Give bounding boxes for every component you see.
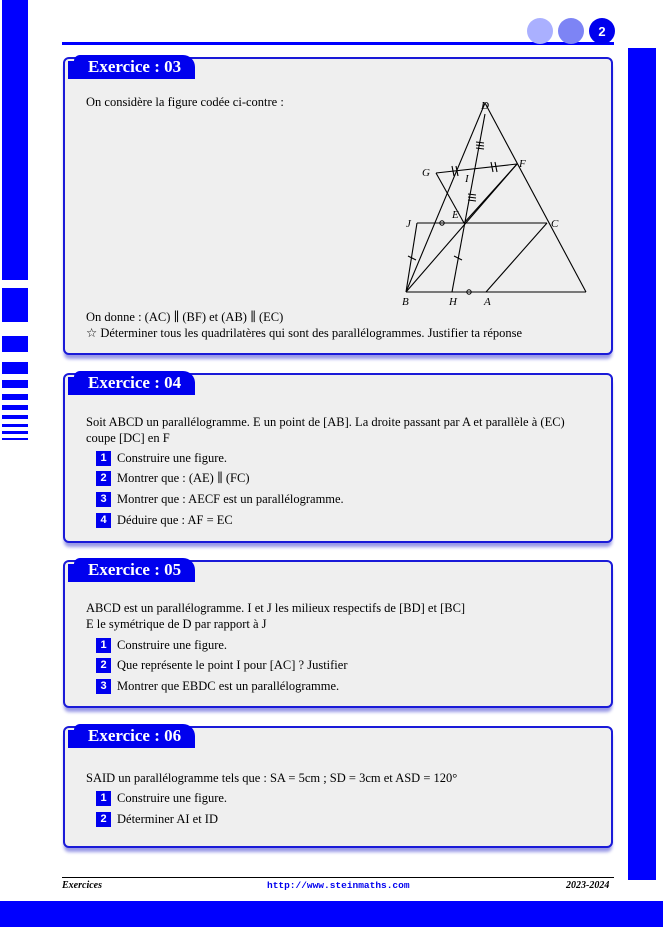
exercise-03-given: On donne : (AC) ∥ (BF) et (AB) ∥ (EC) [86,310,284,324]
label-I: I [465,173,469,185]
segment-GE [436,173,464,223]
exercise-03-intro: On considère la figure codée ci-contre : [86,95,284,109]
left-sidebar-block [2,288,28,322]
exercise-06-item [96,790,227,806]
left-sidebar-block [2,438,28,440]
item-text: Construire une figure. [117,791,228,805]
footer-link[interactable]: http://www.steinmaths.com [267,880,410,891]
exercise-04-item [96,450,227,466]
item-number: 4 [96,513,111,528]
exercise-04-item [96,512,233,528]
item-number: 3 [96,492,111,507]
segment-DH [452,114,485,292]
item-text: Construire une figure. [117,638,228,652]
exercise-04-item [96,470,249,486]
item-number: 1 [96,791,111,806]
exercise-05-item [96,657,347,673]
left-sidebar-block [2,380,28,388]
label-B: B [402,296,409,308]
exercise-05-title: Exercice : 05 [74,558,195,582]
decor-circle [558,18,584,44]
footer-left: Exercices [62,880,102,891]
exercise-06-title: Exercice : 06 [74,724,195,748]
exercise-05-item [96,637,227,653]
segment-D-base [485,103,586,292]
footer-rule [62,877,614,878]
label-G: G [422,167,430,179]
exercise-05-item [96,678,339,694]
left-sidebar-block [2,415,28,419]
item-number: 2 [96,658,111,673]
left-sidebar-block [2,362,28,374]
exercise-03-task: ☆ Déterminer tous les quadrilatères qui sont des parallélogrammes. Justifier ta réponse [86,326,523,340]
bottom-bar [0,901,663,927]
exercise-04-line1: Soit ABCD un parallélogramme. E un point de [AB]. La droite passant par A et parallèle à (EC) [86,415,565,429]
left-sidebar-bar [2,0,28,280]
exercise-03-title: Exercice : 03 [74,55,195,79]
page-number: 2 [589,18,615,44]
item-number: 3 [96,679,111,694]
exercise-05-line1: ABCD est un parallélogramme. I et J les milieux respectifs de [BD] et [BC] [86,601,466,615]
header-rule [62,42,614,45]
geometry-figure [390,96,600,310]
item-text: Montrer que EBDC est un parallélogramme. [117,679,340,693]
exercise-04-title: Exercice : 04 [74,371,195,395]
item-text: Construire une figure. [117,451,228,465]
left-sidebar-block [2,424,28,427]
label-D: D [481,100,489,112]
exercise-06-item [96,811,218,827]
item-number: 2 [96,812,111,827]
item-text: Montrer que : (AE) ∥ (FC) [117,471,250,485]
item-text: Montrer que : AECF est un parallélogramme. [117,492,344,506]
segment-AC [486,223,547,292]
item-text: Déduire que : AF = EC [117,513,233,527]
label-F: F [519,158,526,170]
segment-EF [464,164,517,223]
exercise-04-line2: coupe [DC] en F [86,431,170,445]
right-sidebar-bar [628,48,656,880]
label-A: A [484,296,491,308]
left-sidebar-block [2,405,28,410]
label-H: H [449,296,457,308]
item-number: 1 [96,451,111,466]
exercise-05-line2: E le symétrique de D par rapport à J [86,617,267,631]
item-number: 2 [96,471,111,486]
left-sidebar-block [2,336,28,352]
footer-year: 2023-2024 [566,880,610,891]
decor-circle [527,18,553,44]
item-text: Que représente le point I pour [AC] ? Justifier [117,658,348,672]
label-C: C [551,218,559,230]
label-E: E [452,209,459,221]
exercise-04-item [96,491,344,507]
label-J: J [406,218,411,230]
item-text: Déterminer AI et ID [117,812,219,826]
item-number: 1 [96,638,111,653]
left-sidebar-block [2,431,28,434]
segment-GF [436,164,517,173]
left-sidebar-block [2,394,28,400]
exercise-06-line1: SAID un parallélogramme tels que : SA = 5cm ; SD = 3cm et ASD = 120° [86,771,458,785]
